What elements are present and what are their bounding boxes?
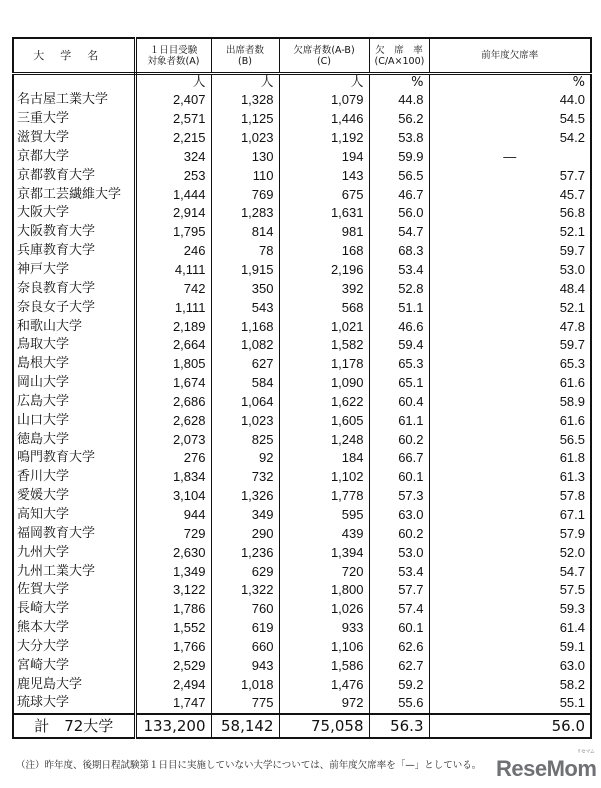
- unit-cell: 人: [135, 74, 211, 92]
- applicants-cell: 3,122: [135, 581, 211, 600]
- applicants-cell: 742: [135, 279, 211, 298]
- prev-absence-rate-cell: 63.0: [429, 656, 591, 675]
- attendees-cell: 1,915: [211, 261, 279, 280]
- absentees-cell: 972: [279, 694, 369, 714]
- prev-absence-rate-cell: 57.8: [429, 487, 591, 506]
- university-name-cell: 熊本大学: [13, 619, 135, 638]
- absence-rate-cell: 65.3: [369, 355, 429, 374]
- attendees-cell: 584: [211, 374, 279, 393]
- university-name-cell: 大阪大学: [13, 204, 135, 223]
- attendees-cell: 825: [211, 430, 279, 449]
- applicants-cell: 324: [135, 148, 211, 167]
- absentees-cell: 595: [279, 506, 369, 525]
- header-absentees-line2: (C): [316, 55, 332, 67]
- attendees-cell: 627: [211, 355, 279, 374]
- absence-rate-cell: 61.1: [369, 411, 429, 430]
- absence-rate-cell: 65.1: [369, 374, 429, 393]
- table-row: [13, 148, 591, 167]
- applicants-cell: 1,674: [135, 374, 211, 393]
- applicants-cell: 2,215: [135, 129, 211, 148]
- attendees-cell: 775: [211, 694, 279, 714]
- university-name-cell: 京都大学: [13, 148, 135, 167]
- attendees-cell: 660: [211, 637, 279, 656]
- prev-absence-rate-cell: 57.5: [429, 581, 591, 600]
- attendees-cell: 1,322: [211, 581, 279, 600]
- prev-absence-rate-cell: 61.3: [429, 468, 591, 487]
- university-name-cell: 九州工業大学: [13, 562, 135, 581]
- applicants-cell: 1,552: [135, 619, 211, 638]
- absentees-cell: 675: [279, 185, 369, 204]
- attendees-cell: 110: [211, 166, 279, 185]
- logo-text: ReseMom: [496, 756, 597, 781]
- absentees-cell: 981: [279, 223, 369, 242]
- total-label: 計 72大学: [13, 714, 135, 738]
- footnote: （注）昨年度、後期日程試験第１日目に実施していない大学については、前年度欠席率を「—」としている。: [16, 760, 482, 771]
- table-row: [13, 204, 591, 223]
- university-name-cell: 京都教育大学: [13, 166, 135, 185]
- total-row: [13, 714, 591, 738]
- absence-rate-cell: 53.4: [369, 261, 429, 280]
- applicants-cell: 3,104: [135, 487, 211, 506]
- absentees-cell: 194: [279, 148, 369, 167]
- absence-rate-cell: 44.8: [369, 91, 429, 110]
- applicants-cell: 246: [135, 242, 211, 261]
- university-name-cell: 琉球大学: [13, 694, 135, 714]
- applicants-cell: 2,571: [135, 110, 211, 129]
- header-university-name: 大学名: [13, 38, 135, 74]
- absence-rate-cell: 62.6: [369, 637, 429, 656]
- absentees-cell: 933: [279, 619, 369, 638]
- attendees-cell: 1,082: [211, 336, 279, 355]
- table-row: [13, 694, 591, 714]
- applicants-cell: 1,766: [135, 637, 211, 656]
- attendees-cell: 769: [211, 185, 279, 204]
- prev-absence-rate-cell: 59.1: [429, 637, 591, 656]
- table-row: [13, 675, 591, 694]
- table-row: [13, 600, 591, 619]
- absence-rate-cell: 56.5: [369, 166, 429, 185]
- applicants-cell: 276: [135, 449, 211, 468]
- applicants-cell: 2,407: [135, 91, 211, 110]
- absence-rate-cell: 59.9: [369, 148, 429, 167]
- university-name-cell: 奈良女子大学: [13, 298, 135, 317]
- table-row: [13, 298, 591, 317]
- unit-cell: %: [429, 74, 591, 92]
- absentees-cell: 143: [279, 166, 369, 185]
- table-row: [13, 317, 591, 336]
- attendees-cell: 943: [211, 656, 279, 675]
- absence-rate-cell: 51.1: [369, 298, 429, 317]
- attendees-cell: 1,023: [211, 411, 279, 430]
- resemom-logo: [496, 749, 597, 782]
- absentees-cell: 1,582: [279, 336, 369, 355]
- absentees-cell: 1,192: [279, 129, 369, 148]
- applicants-cell: 2,494: [135, 675, 211, 694]
- absence-rate-table: [12, 37, 592, 739]
- absentees-cell: 1,778: [279, 487, 369, 506]
- header-prev-rate: 前年度欠席率: [429, 38, 591, 74]
- header-absence-rate: [369, 38, 429, 74]
- header-attendees: [211, 38, 279, 74]
- absentees-cell: 1,079: [279, 91, 369, 110]
- table-row: [13, 656, 591, 675]
- absence-rate-cell: 63.0: [369, 506, 429, 525]
- attendees-cell: 1,236: [211, 543, 279, 562]
- absence-rate-cell: 53.0: [369, 543, 429, 562]
- table-row: [13, 562, 591, 581]
- absentees-cell: 1,178: [279, 355, 369, 374]
- absence-rate-cell: 57.4: [369, 600, 429, 619]
- absentees-cell: 1,248: [279, 430, 369, 449]
- applicants-cell: 1,747: [135, 694, 211, 714]
- header-absentees-line1: 欠席者数(A-B): [293, 44, 355, 56]
- absentees-cell: 1,021: [279, 317, 369, 336]
- applicants-cell: 2,529: [135, 656, 211, 675]
- applicants-cell: 729: [135, 524, 211, 543]
- absence-rate-cell: 62.7: [369, 656, 429, 675]
- attendees-cell: 1,328: [211, 91, 279, 110]
- university-name-cell: 京都工芸繊維大学: [13, 185, 135, 204]
- absentees-cell: 392: [279, 279, 369, 298]
- absence-rate-cell: 60.2: [369, 524, 429, 543]
- absence-rate-cell: 54.7: [369, 223, 429, 242]
- header-rate-line2: (C/A×100): [374, 55, 425, 67]
- attendees-cell: 629: [211, 562, 279, 581]
- prev-absence-rate-cell: 52.1: [429, 223, 591, 242]
- absence-rate-cell: 56.0: [369, 204, 429, 223]
- total-prev-rate: 56.0: [429, 714, 591, 738]
- prev-absence-rate-cell: 54.7: [429, 562, 591, 581]
- applicants-cell: 1,834: [135, 468, 211, 487]
- unit-cell: 人: [279, 74, 369, 92]
- prev-absence-rate-cell: 58.2: [429, 675, 591, 694]
- prev-absence-rate-cell: 59.7: [429, 242, 591, 261]
- prev-absence-rate-cell: 54.5: [429, 110, 591, 129]
- absentees-cell: 439: [279, 524, 369, 543]
- university-name-cell: 奈良教育大学: [13, 279, 135, 298]
- prev-absence-rate-cell: 45.7: [429, 185, 591, 204]
- prev-absence-rate-cell: 61.8: [429, 449, 591, 468]
- university-name-cell: 福岡教育大学: [13, 524, 135, 543]
- table-row: [13, 166, 591, 185]
- absence-rate-cell: 60.4: [369, 393, 429, 412]
- table-row: [13, 487, 591, 506]
- header-applicants-line1: １日目受験: [149, 44, 198, 56]
- absentees-cell: 1,622: [279, 393, 369, 412]
- absentees-cell: 1,394: [279, 543, 369, 562]
- applicants-cell: 1,795: [135, 223, 211, 242]
- table-row: [13, 468, 591, 487]
- prev-absence-rate-cell: —: [429, 148, 591, 167]
- prev-absence-rate-cell: 67.1: [429, 506, 591, 525]
- university-name-cell: 鳥取大学: [13, 336, 135, 355]
- total-absentees: 75,058: [279, 714, 369, 738]
- absentees-cell: 1,631: [279, 204, 369, 223]
- attendees-cell: 92: [211, 449, 279, 468]
- header-rate-line1: 欠 席 率: [375, 44, 423, 56]
- absentees-cell: 568: [279, 298, 369, 317]
- absentees-cell: 1,476: [279, 675, 369, 694]
- university-name-cell: 大分大学: [13, 637, 135, 656]
- logo-kana: リセマム: [576, 749, 595, 755]
- prev-absence-rate-cell: 52.1: [429, 298, 591, 317]
- university-name-cell: 鳴門教育大学: [13, 449, 135, 468]
- applicants-cell: 2,914: [135, 204, 211, 223]
- attendees-cell: 814: [211, 223, 279, 242]
- absence-rate-cell: 59.4: [369, 336, 429, 355]
- attendees-cell: 543: [211, 298, 279, 317]
- table-row: [13, 449, 591, 468]
- prev-absence-rate-cell: 61.4: [429, 619, 591, 638]
- table-row: [13, 355, 591, 374]
- table-row: [13, 185, 591, 204]
- table-row: [13, 223, 591, 242]
- university-name-cell: 島根大学: [13, 355, 135, 374]
- unit-cell: 人: [211, 74, 279, 92]
- table-row: [13, 279, 591, 298]
- table-row: [13, 430, 591, 449]
- absentees-cell: 1,446: [279, 110, 369, 129]
- absentees-cell: 720: [279, 562, 369, 581]
- university-name-cell: 滋賀大学: [13, 129, 135, 148]
- attendees-cell: 78: [211, 242, 279, 261]
- absentees-cell: 184: [279, 449, 369, 468]
- applicants-cell: 2,664: [135, 336, 211, 355]
- table-row: [13, 242, 591, 261]
- prev-absence-rate-cell: 47.8: [429, 317, 591, 336]
- header-attendees-line2: (B): [238, 55, 252, 67]
- header-row: [13, 38, 591, 74]
- total-attendees: 58,142: [211, 714, 279, 738]
- attendees-cell: 130: [211, 148, 279, 167]
- table-row: [13, 506, 591, 525]
- prev-absence-rate-cell: 54.2: [429, 129, 591, 148]
- absence-rate-cell: 53.8: [369, 129, 429, 148]
- table-row: [13, 637, 591, 656]
- university-name-cell: 愛媛大学: [13, 487, 135, 506]
- attendees-cell: 1,168: [211, 317, 279, 336]
- university-name-cell: 佐賀大学: [13, 581, 135, 600]
- absentees-cell: 1,605: [279, 411, 369, 430]
- attendees-cell: 1,125: [211, 110, 279, 129]
- absence-rate-cell: 53.4: [369, 562, 429, 581]
- attendees-cell: 1,064: [211, 393, 279, 412]
- table-row: [13, 619, 591, 638]
- table-row: [13, 336, 591, 355]
- prev-absence-rate-cell: 55.1: [429, 694, 591, 714]
- prev-absence-rate-cell: 53.0: [429, 261, 591, 280]
- attendees-cell: 349: [211, 506, 279, 525]
- attendees-cell: 1,023: [211, 129, 279, 148]
- absentees-cell: 2,196: [279, 261, 369, 280]
- applicants-cell: 2,073: [135, 430, 211, 449]
- unit-cell: %: [369, 74, 429, 92]
- absentees-cell: 1,102: [279, 468, 369, 487]
- attendees-cell: 350: [211, 279, 279, 298]
- total-absence-rate: 56.3: [369, 714, 429, 738]
- attendees-cell: 732: [211, 468, 279, 487]
- prev-absence-rate-cell: 57.7: [429, 166, 591, 185]
- applicants-cell: 1,111: [135, 298, 211, 317]
- absence-rate-cell: 57.7: [369, 581, 429, 600]
- prev-absence-rate-cell: 61.6: [429, 374, 591, 393]
- applicants-cell: 1,786: [135, 600, 211, 619]
- applicants-cell: 2,628: [135, 411, 211, 430]
- university-name-cell: 山口大学: [13, 411, 135, 430]
- attendees-cell: 290: [211, 524, 279, 543]
- units-row: [13, 74, 591, 92]
- absence-rate-cell: 57.3: [369, 487, 429, 506]
- total-applicants: 133,200: [135, 714, 211, 738]
- prev-absence-rate-cell: 56.5: [429, 430, 591, 449]
- header-attendees-line1: 出席者数: [225, 44, 264, 56]
- table-row: [13, 129, 591, 148]
- units-blank: [13, 74, 135, 92]
- university-name-cell: 和歌山大学: [13, 317, 135, 336]
- applicants-cell: 2,189: [135, 317, 211, 336]
- absentees-cell: 1,026: [279, 600, 369, 619]
- university-name-cell: 長崎大学: [13, 600, 135, 619]
- absentees-cell: 1,800: [279, 581, 369, 600]
- table-row: [13, 581, 591, 600]
- university-name-cell: 神戸大学: [13, 261, 135, 280]
- table-row: [13, 261, 591, 280]
- prev-absence-rate-cell: 52.0: [429, 543, 591, 562]
- table-row: [13, 543, 591, 562]
- applicants-cell: 4,111: [135, 261, 211, 280]
- attendees-cell: 760: [211, 600, 279, 619]
- attendees-cell: 1,018: [211, 675, 279, 694]
- university-name-cell: 高知大学: [13, 506, 135, 525]
- prev-absence-rate-cell: 59.3: [429, 600, 591, 619]
- prev-absence-rate-cell: 44.0: [429, 91, 591, 110]
- applicants-cell: 2,630: [135, 543, 211, 562]
- absentees-cell: 168: [279, 242, 369, 261]
- absence-rate-cell: 60.1: [369, 619, 429, 638]
- table-row: [13, 524, 591, 543]
- prev-absence-rate-cell: 56.8: [429, 204, 591, 223]
- absence-rate-cell: 46.6: [369, 317, 429, 336]
- absence-rate-cell: 52.8: [369, 279, 429, 298]
- absentees-cell: 1,106: [279, 637, 369, 656]
- absence-rate-cell: 46.7: [369, 185, 429, 204]
- applicants-cell: 1,805: [135, 355, 211, 374]
- absentees-cell: 1,586: [279, 656, 369, 675]
- table-row: [13, 393, 591, 412]
- applicants-cell: 253: [135, 166, 211, 185]
- university-name-cell: 香川大学: [13, 468, 135, 487]
- attendees-cell: 1,326: [211, 487, 279, 506]
- prev-absence-rate-cell: 58.9: [429, 393, 591, 412]
- absence-rate-cell: 66.7: [369, 449, 429, 468]
- university-name-cell: 名古屋工業大学: [13, 91, 135, 110]
- absence-rate-cell: 68.3: [369, 242, 429, 261]
- university-name-cell: 鹿児島大学: [13, 675, 135, 694]
- absence-rate-cell: 60.1: [369, 468, 429, 487]
- absence-rate-cell: 59.2: [369, 675, 429, 694]
- applicants-cell: 944: [135, 506, 211, 525]
- absence-rate-cell: 56.2: [369, 110, 429, 129]
- applicants-cell: 1,349: [135, 562, 211, 581]
- university-name-cell: 九州大学: [13, 543, 135, 562]
- university-name-cell: 大阪教育大学: [13, 223, 135, 242]
- absence-rate-cell: 60.2: [369, 430, 429, 449]
- prev-absence-rate-cell: 48.4: [429, 279, 591, 298]
- table-row: [13, 110, 591, 129]
- university-name-cell: 宮崎大学: [13, 656, 135, 675]
- header-absentees: [279, 38, 369, 74]
- prev-absence-rate-cell: 59.7: [429, 336, 591, 355]
- prev-absence-rate-cell: 65.3: [429, 355, 591, 374]
- prev-absence-rate-cell: 57.9: [429, 524, 591, 543]
- applicants-cell: 2,686: [135, 393, 211, 412]
- absentees-cell: 1,090: [279, 374, 369, 393]
- absence-rate-cell: 55.6: [369, 694, 429, 714]
- table-row: [13, 374, 591, 393]
- applicants-cell: 1,444: [135, 185, 211, 204]
- table-row: [13, 411, 591, 430]
- university-name-cell: 三重大学: [13, 110, 135, 129]
- university-name-cell: 岡山大学: [13, 374, 135, 393]
- attendees-cell: 1,283: [211, 204, 279, 223]
- header-applicants-line2: 対象者数(A): [147, 55, 200, 67]
- prev-absence-rate-cell: 61.6: [429, 411, 591, 430]
- attendees-cell: 619: [211, 619, 279, 638]
- university-name-cell: 広島大学: [13, 393, 135, 412]
- header-applicants: [135, 38, 211, 74]
- table-row: [13, 91, 591, 110]
- university-name-cell: 兵庫教育大学: [13, 242, 135, 261]
- university-name-cell: 徳島大学: [13, 430, 135, 449]
